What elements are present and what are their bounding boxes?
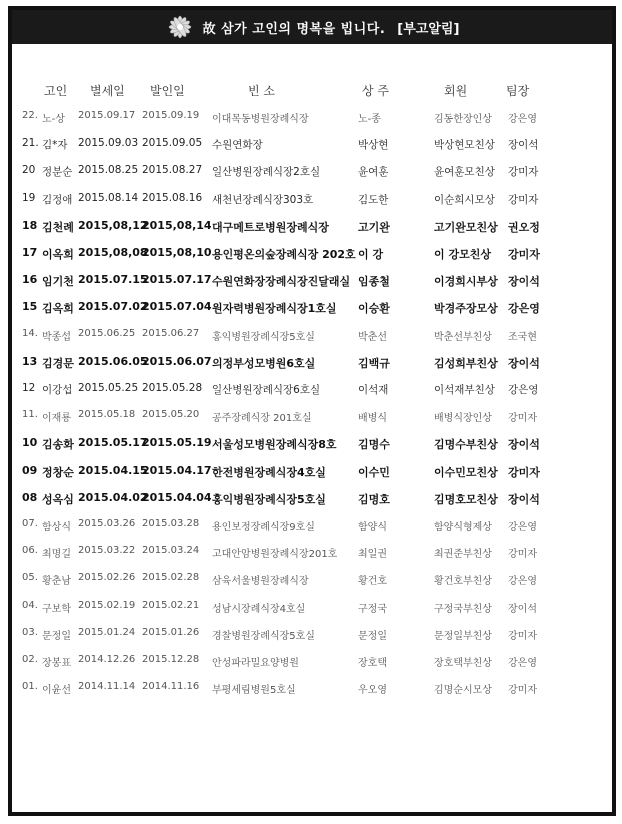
cell-no: 17: [22, 246, 38, 259]
cell-death: 2014.11.14: [78, 681, 136, 693]
cell-place: 대구메트로병원장례식장: [212, 220, 329, 234]
cell-leader: 장이석: [508, 139, 539, 152]
cell-place: 원자력병원장례식장1호실: [212, 302, 337, 316]
cell-leader: 권오정: [508, 220, 540, 234]
cell-place: 홍익병원장례식장5호실: [212, 331, 315, 343]
col-funeral-date: 발인일: [150, 84, 185, 98]
cell-place: 수원연화장장례식장진달래실: [212, 275, 351, 289]
cell-funeral: 2015.03.28: [142, 518, 200, 529]
cell-funeral: 2015.09.05: [142, 137, 203, 150]
cell-chief: 김백규: [358, 356, 390, 370]
cell-death: 2014.12.26: [78, 654, 136, 665]
cell-chief: 이 강: [358, 248, 384, 261]
cell-no: 13: [22, 354, 38, 368]
table-row: [12, 436, 612, 456]
header-banner: [12, 10, 612, 44]
cell-chief: 우오영: [358, 685, 387, 697]
cell-funeral: 2015.02.28: [142, 572, 200, 584]
cell-no: 22.: [22, 110, 38, 121]
cell-leader: 강미자: [508, 193, 539, 206]
cell-member: 이 강모친상: [434, 248, 491, 261]
cell-death: 2015.07.02: [78, 300, 148, 314]
cell-name: 이윤선: [42, 685, 71, 697]
cell-funeral: 2015.06.27: [142, 327, 200, 339]
table-row: [12, 654, 612, 674]
cell-no: 18: [22, 218, 38, 232]
cell-funeral: 2015.01.26: [142, 626, 200, 638]
cell-chief: 이수민: [358, 465, 390, 479]
cell-funeral: 2014.11.16: [142, 681, 200, 693]
cell-name: 김옥희: [42, 302, 74, 316]
cell-name: 정분순: [42, 166, 73, 179]
cell-name: 김송화: [42, 438, 74, 452]
cell-name: 임기천: [42, 275, 74, 289]
cell-member: 장호택부친상: [434, 658, 492, 669]
cell-member: 최권준부친상: [434, 549, 492, 561]
table-row: [12, 273, 612, 293]
cell-leader: 강은영: [508, 658, 537, 669]
cell-leader: 강미자: [508, 465, 540, 479]
cell-place: 안성파라밀요양병원: [212, 658, 299, 669]
cell-no: 03.: [22, 626, 38, 638]
cell-member: 이경희시부상: [434, 275, 498, 289]
cell-name: 문정일: [42, 630, 71, 642]
cell-death: 2015.04.15: [78, 463, 148, 477]
cell-no: 20: [22, 164, 36, 177]
cell-name: 최명길: [42, 549, 71, 561]
cell-chief: 구정국: [358, 603, 387, 615]
cell-member: 박경주장모상: [434, 302, 498, 316]
table-row: [12, 518, 612, 538]
col-member: 회원: [444, 84, 468, 98]
cell-death: 2015.08.25: [78, 164, 139, 177]
cell-death: 2015,08,12: [78, 218, 148, 232]
cell-name: 구보학: [42, 603, 71, 615]
cell-death: 2015.02.19: [78, 599, 136, 611]
obituary-frame: [8, 6, 616, 816]
table-row: [12, 192, 612, 212]
table-row: [12, 300, 612, 320]
cell-leader: 장이석: [508, 492, 540, 506]
cell-no: 04.: [22, 599, 38, 611]
cell-leader: 장이석: [508, 356, 540, 370]
cell-funeral: 2015,08,14: [142, 218, 212, 232]
cell-funeral: 2015.07.17: [142, 273, 212, 287]
cell-funeral: 2015.12.28: [142, 654, 200, 665]
cell-place: 서울성모병원장례식장8호: [212, 438, 337, 452]
cell-member: 구정국부친상: [434, 603, 492, 615]
cell-funeral: 2015.02.21: [142, 599, 200, 611]
cell-place: 일산병원장례식장2호실: [212, 166, 321, 179]
cell-death: 2015.05.17: [78, 436, 148, 450]
table-row: [12, 572, 612, 592]
cell-chief: 김도한: [358, 193, 389, 206]
cell-chief: 노-종: [358, 114, 381, 125]
table-row: [12, 382, 612, 402]
cell-name: 이재룡: [42, 413, 71, 425]
cell-chief: 최일권: [358, 549, 387, 561]
cell-member: 박상현모친상: [434, 139, 495, 152]
cell-member: 이순희시모상: [434, 193, 495, 206]
cell-name: 박종섭: [42, 331, 71, 343]
cell-chief: 김명수: [358, 438, 390, 452]
cell-name: 황춘남: [42, 576, 71, 588]
cell-leader: 강은영: [508, 522, 537, 533]
cell-funeral: 2015.09.19: [142, 110, 200, 121]
cell-no: 10: [22, 436, 38, 450]
cell-no: 01.: [22, 681, 38, 693]
table-row: [12, 110, 612, 130]
cell-member: 김성희부친상: [434, 356, 498, 370]
cell-member: 윤여훈모친상: [434, 166, 495, 179]
table-row: [12, 545, 612, 565]
cell-chief: 함양식: [358, 522, 387, 533]
header-title: 故 삼가 고인의 명복을 빕니다.: [202, 21, 386, 37]
cell-funeral: 2015.05.20: [142, 409, 200, 421]
cell-no: 09: [22, 463, 38, 477]
cell-no: 02.: [22, 654, 38, 665]
cell-funeral: 2015.07.04: [142, 300, 212, 314]
cell-name: 김천례: [42, 220, 74, 234]
table-row: [12, 409, 612, 429]
table-row: [12, 219, 612, 239]
table-row: [12, 137, 612, 157]
cell-leader: 장이석: [508, 275, 540, 289]
table-row: [12, 627, 612, 647]
cell-chief: 윤여훈: [358, 166, 389, 179]
cell-leader: 장이석: [508, 438, 540, 452]
cell-funeral: 2015.04.04: [142, 490, 212, 504]
table-row: [12, 600, 612, 620]
cell-place: 부평세림병원5호실: [212, 685, 296, 697]
cell-leader: 장이석: [508, 603, 537, 615]
cell-funeral: 2015.05.28: [142, 382, 203, 394]
cell-name: 장봉표: [42, 658, 71, 669]
cell-leader: 강미자: [508, 549, 537, 561]
cell-member: 김명순시모상: [434, 685, 492, 697]
cell-place: 성남시장례식장4호실: [212, 603, 306, 615]
cell-place: 한전병원장례식장4호실: [212, 465, 326, 479]
cell-leader: 강은영: [508, 384, 539, 396]
table-row: [12, 355, 612, 375]
cell-chief: 박춘선: [358, 331, 387, 343]
cell-member: 황건호부친상: [434, 576, 492, 588]
cell-place: 삼육서울병원장례식장: [212, 576, 309, 588]
cell-chief: 문정일: [358, 630, 387, 642]
cell-chief: 이승환: [358, 302, 390, 316]
cell-name: 김경문: [42, 356, 74, 370]
col-chief-mourner: 상 주: [362, 84, 389, 98]
cell-place: 일산병원장례식장6호실: [212, 384, 321, 396]
table-row: [12, 491, 612, 511]
cell-name: 이옥희: [42, 248, 74, 261]
cell-name: 김정애: [42, 193, 73, 206]
cell-death: 2015.05.25: [78, 382, 139, 394]
cell-chief: 고기완: [358, 220, 390, 234]
cell-leader: 강미자: [508, 166, 539, 179]
cell-member: 고기완모친상: [434, 220, 498, 234]
cell-member: 김명호모친상: [434, 492, 498, 506]
cell-name: 김*자: [42, 139, 68, 152]
cell-name: 성옥심: [42, 492, 74, 506]
col-team-leader: 팀장: [506, 84, 530, 98]
cell-funeral: 2015.08.16: [142, 191, 203, 204]
cell-death: 2015.09.17: [78, 110, 136, 121]
cell-member: 김명수부친상: [434, 438, 498, 452]
cell-death: 2015.03.26: [78, 518, 136, 529]
cell-chief: 이석재: [358, 384, 389, 396]
cell-no: 12: [22, 382, 36, 394]
cell-chief: 황건호: [358, 576, 387, 588]
cell-funeral: 2015.03.24: [142, 545, 200, 557]
table-row: [12, 328, 612, 348]
table-row: [12, 681, 612, 701]
cell-death: 2015.07.15: [78, 273, 148, 287]
cell-no: 15: [22, 300, 38, 314]
cell-death: 2015.08.14: [78, 191, 139, 204]
col-funeral-hall: 빈 소: [248, 84, 275, 98]
col-death-date: 별세일: [90, 84, 125, 98]
cell-no: 05.: [22, 572, 38, 584]
cell-leader: 강미자: [508, 248, 540, 261]
cell-member: 박춘선부친상: [434, 331, 492, 343]
cell-death: 2015.04.02: [78, 490, 148, 504]
cell-leader: 강은영: [508, 114, 537, 125]
cell-funeral: 2015.05.19: [142, 436, 212, 450]
cell-member: 배병식장인상: [434, 413, 492, 425]
cell-place: 새천년장례식장303호: [212, 193, 314, 206]
cell-leader: 강은영: [508, 576, 537, 588]
cell-death: 2015.05.18: [78, 409, 136, 421]
cell-funeral: 2015,08,10: [142, 246, 212, 259]
cell-death: 2015.09.03: [78, 137, 139, 150]
cell-no: 11.: [22, 409, 38, 421]
cell-leader: 강미자: [508, 685, 537, 697]
cell-death: 2015,08,08: [78, 246, 148, 259]
cell-place: 경찰병원장례식장5호실: [212, 630, 315, 642]
table-row: [12, 164, 612, 184]
cell-member: 문정일부친상: [434, 630, 492, 642]
cell-leader: 조국현: [508, 331, 537, 343]
cell-leader: 강은영: [508, 302, 540, 316]
cell-name: 정창순: [42, 465, 74, 479]
cell-chief: 임종철: [358, 275, 390, 289]
cell-member: 이수민모친상: [434, 465, 498, 479]
cell-no: 07.: [22, 518, 38, 529]
cell-member: 이석재부친상: [434, 384, 495, 396]
cell-place: 공주장례식장 201호실: [212, 413, 312, 425]
cell-chief: 김명호: [358, 492, 390, 506]
cell-chief: 장호택: [358, 658, 387, 669]
cell-chief: 배병식: [358, 413, 387, 425]
cell-no: 21.: [22, 137, 39, 150]
cell-no: 16: [22, 273, 38, 287]
cell-death: 2015.03.22: [78, 545, 136, 557]
cell-death: 2015.06.05: [78, 354, 148, 368]
cell-chief: 박상현: [358, 139, 389, 152]
chrysanthemum-icon: [165, 14, 195, 40]
cell-no: 19: [22, 191, 36, 204]
cell-place: 이대목동병원장례식장: [212, 114, 309, 125]
cell-no: 08: [22, 490, 38, 504]
cell-place: 용인평온의숲장례식장 202호: [212, 248, 356, 261]
cell-name: 노-상: [42, 114, 65, 125]
col-deceased: 고인: [44, 84, 68, 98]
cell-death: 2015.06.25: [78, 327, 136, 339]
cell-funeral: 2015.08.27: [142, 164, 203, 177]
cell-place: 의정부성모병원6호실: [212, 356, 316, 370]
table-row: [12, 464, 612, 484]
cell-no: 06.: [22, 545, 38, 557]
table-row: [12, 246, 612, 266]
cell-member: 김동한장인상: [434, 114, 492, 125]
cell-death: 2015.02.26: [78, 572, 136, 584]
cell-leader: 강미자: [508, 413, 537, 425]
cell-leader: 강미자: [508, 630, 537, 642]
cell-no: 14.: [22, 327, 38, 339]
cell-place: 수원연화장: [212, 139, 263, 152]
cell-funeral: 2015.06.07: [142, 354, 212, 368]
cell-death: 2015.01.24: [78, 626, 136, 638]
cell-member: 함양식형제상: [434, 522, 492, 533]
cell-name: 함상식: [42, 522, 71, 533]
cell-funeral: 2015.04.17: [142, 463, 212, 477]
cell-place: 용인보정장례식장9호실: [212, 522, 315, 533]
header-tag: [부고알림]: [397, 21, 460, 37]
column-headers: [12, 82, 612, 102]
cell-name: 이강섭: [42, 384, 73, 396]
cell-place: 홍익병원장례식장5호실: [212, 492, 326, 506]
cell-place: 고대안암병원장례식장201호: [212, 549, 338, 561]
